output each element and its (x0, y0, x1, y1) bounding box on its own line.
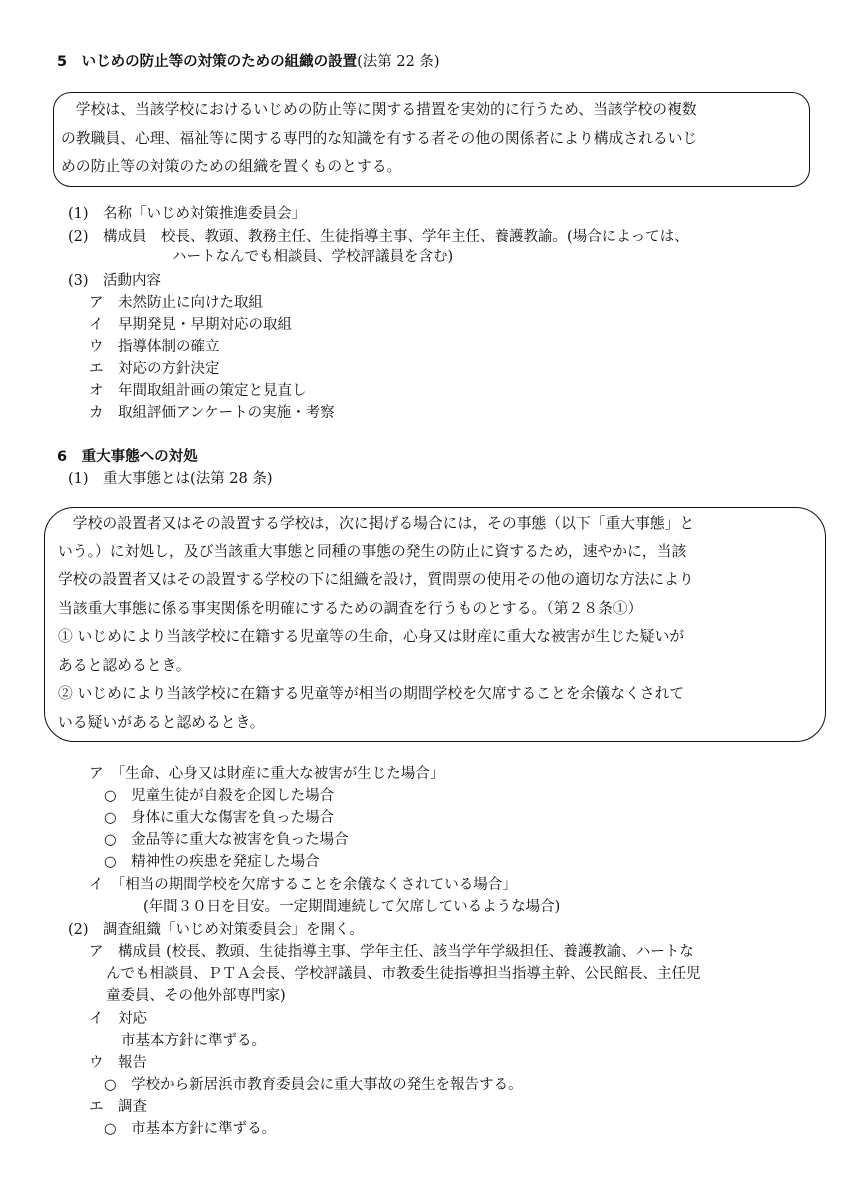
case-a-item: ○ 児童生徒が自殺を企図した場合 (104, 788, 335, 804)
section6-box-line: 学校の設置者又はその設置する学校の下に組織を設け，質問票の使用その他の適切な方法により (58, 571, 694, 588)
section6-box-line: ① いじめにより当該学校に在籍する児童等の生命，心身又は財産に重大な被害が生じた疑いが (58, 628, 685, 645)
activity-item: カ 取組評価アンケートの実施・考察 (89, 405, 335, 421)
case-a-item: ○ 精神性の疾患を発症した場合 (104, 854, 320, 870)
investigation-label: エ 調査 (89, 1099, 147, 1115)
case-a-label: ア 「生命、心身又は財産に重大な被害が生じた場合」 (89, 766, 445, 782)
members-line: ア 構成員 (校長、教頭、生徒指導主事、学年主任、該当学年学級担任、養護教諭、ハートな (89, 944, 694, 960)
activity-item: ウ 指導体制の確立 (89, 339, 220, 355)
investigation-text: ○ 市基本方針に準ずる。 (104, 1121, 277, 1137)
response-text: 市基本方針に準ずる。 (121, 1033, 266, 1049)
section6-box-line: あると認めるとき。 (58, 657, 191, 674)
response-label: イ 対応 (89, 1011, 147, 1027)
section6-box-line: 当該重大事態に係る事実関係を明確にするための調査を行うものとする。（第２８条①） (58, 600, 643, 617)
case-i-label: イ 「相当の期間学校を欠席することを余儀なくされている場合」 (89, 877, 517, 893)
investigation-org-heading: (2) 調査組織「いじめ対策委員会」を開く。 (68, 922, 364, 938)
section5-heading-ref: (法第 22 条) (357, 54, 440, 70)
activity-item: イ 早期発見・早期対応の取組 (89, 317, 292, 333)
activity-item: ア 未然防止に向けた取組 (89, 295, 263, 311)
section6-box-line: ② いじめにより当該学校に在籍する児童等が相当の期間学校を欠席することを余儀なくされて (58, 685, 685, 702)
activity-item: オ 年間取組計画の策定と見直し (89, 383, 307, 399)
org-name-item: (1) 名称「いじめ対策推進委員会」 (68, 206, 307, 222)
case-i-note: (年間３０日を目安。一定期間連続して欠席しているような場合) (143, 899, 561, 915)
members-line: んでも相談員、ＰＴＡ会長、学校評議員、市教委生徒指導担当指導主幹、公民館長、主任児 (106, 966, 701, 982)
section5-box-line: めの防止等の対策のための組織を置くものとする。 (61, 158, 402, 175)
section5-box-line: の教職員、心理、福祉等に関する専門的な知識を有する者その他の関係者により構成されるいじ (61, 130, 698, 147)
activities-heading: (3) 活動内容 (68, 273, 162, 289)
case-a-item: ○ 身体に重大な傷害を負った場合 (104, 810, 335, 826)
section6-box-line: いう。）に対処し，及び当該重大事態と同種の事態の発生の防止に資するため，速やかに，当該 (58, 543, 687, 560)
section5-box-line: 学校は、当該学校におけるいじめの防止等に関する措置を実効的に行うため、当該学校の複数 (61, 101, 697, 118)
report-label: ウ 報告 (89, 1055, 147, 1071)
section5-heading: 5 いじめの防止等の対策のための組織の設置(法第 22 条) (57, 54, 440, 70)
activity-item: エ 対応の方針決定 (89, 361, 220, 377)
section6-box-line: いる疑いがあると認めるとき。 (58, 714, 265, 731)
members-line: 童委員、その他外部専門家) (106, 988, 286, 1004)
section6-heading: 6 重大事態への対処 (57, 449, 198, 465)
report-text: ○ 学校から新居浜市教育委員会に重大事故の発生を報告する。 (104, 1077, 523, 1093)
case-a-item: ○ 金品等に重大な被害を負った場合 (104, 832, 349, 848)
section6-box-line: 学校の設置者又はその設置する学校は，次に掲げる場合には，その事態（以下「重大事態」と (58, 515, 695, 532)
org-members-cont: ハートなんでも相談員、学校評議員を含む) (172, 249, 454, 265)
serious-case-definition-heading: (1) 重大事態とは(法第 28 条) (68, 471, 273, 487)
org-members-item: (2) 構成員 校長、教頭、教務主任、生徒指導主事、学年主任、養護教諭。(場合によっては、 (68, 229, 689, 245)
